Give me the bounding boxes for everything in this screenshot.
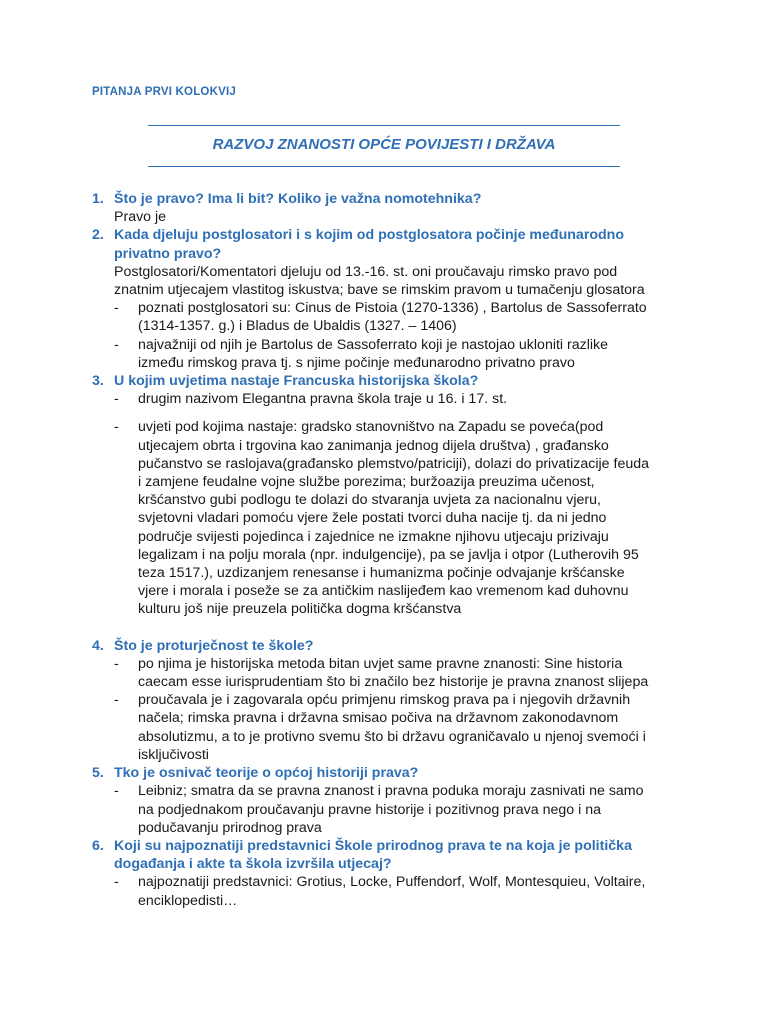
list-item-text: proučavala je i zagovarala opću primjenu rimskog prava pa i njegovih državnih načela; rimska pravna i državna smisao počiva na državnom zakonodavnom absolutizmu, a to je protivno svemu što bi državu ograničavalo u njenoj svemoći i isključivosti bbox=[138, 692, 646, 763]
document-label: PITANJA PRVI KOLOKVIJ bbox=[92, 86, 236, 98]
question-text: Kada djeluju postglosatori i s kojim od postglosatora počinje međunarodno privatno pravo? bbox=[114, 227, 625, 262]
question-number: 6. bbox=[92, 837, 104, 854]
list-item bbox=[92, 390, 652, 408]
question-5 bbox=[92, 764, 652, 782]
answer-text: Postglosatori/Komentatori djeluju od 13.-16. st. oni proučavaju rimsko pravo pod znatnim utjecajem vlastitog iskustva; bave se rimskim pravom u tumačenju glosatora bbox=[114, 263, 645, 299]
question-1 bbox=[92, 190, 652, 208]
question-list bbox=[92, 190, 652, 910]
list-item-text: poznati postglosatori su: Cinus de Pistoia (1270-1336) , Bartolus de Sassoferrato (1314-1357. g.) i Bladus de Ubaldis (1327. – 1406) bbox=[138, 300, 647, 335]
list-item bbox=[92, 655, 652, 691]
question-number: 5. bbox=[92, 765, 104, 782]
question-number: 3. bbox=[92, 373, 104, 390]
bullet-dash: - bbox=[114, 300, 119, 317]
list-item-text: najpoznatiji predstavnici: Grotius, Locke, Puffendorf, Wolf, Montesquieu, Voltaire, enciklopedisti… bbox=[138, 874, 646, 909]
bullet-dash: - bbox=[114, 874, 119, 891]
list-item bbox=[92, 873, 652, 909]
question-text: Što je pravo? Ima li bit? Koliko je važna nomotehnika? bbox=[114, 191, 482, 207]
question-3 bbox=[92, 372, 652, 390]
list-item-text: Leibniz; smatra da se pravna znanost i pravna poduka moraju zasnivati ne samo na podjednakom proučavanju pravne historije i pozitivnog prava nego i na podučavanju prirodnog prava bbox=[138, 783, 644, 836]
list-item bbox=[92, 691, 652, 764]
list-item-text: po njima je historijska metoda bitan uvjet same pravne znanosti: Sine historia caecam esse iurisprudentiam što bi značilo bez historije je pravna znanost slijepa bbox=[138, 655, 649, 691]
list-item bbox=[92, 418, 652, 618]
list-item bbox=[92, 336, 652, 372]
list-item bbox=[92, 299, 652, 335]
bullet-dash: - bbox=[114, 692, 119, 709]
title-rule-bottom bbox=[148, 166, 620, 167]
title-rule-top bbox=[148, 125, 620, 126]
bullet-dash: - bbox=[114, 336, 119, 353]
answer-text: Pravo je bbox=[114, 209, 167, 226]
question-text: U kojim uvjetima nastaje Francuska historijska škola? bbox=[114, 373, 479, 390]
question-number: 4. bbox=[92, 637, 104, 654]
bullet-dash: - bbox=[114, 783, 119, 800]
question-number: 1. bbox=[92, 191, 104, 207]
question-text: Što je proturječnost te škole? bbox=[114, 637, 314, 654]
document-title: RAZVOJ ZNANOSTI OPĆE POVIJESTI I DRŽAVA bbox=[212, 136, 556, 153]
question-2 bbox=[92, 226, 652, 262]
bullet-dash: - bbox=[114, 391, 119, 408]
bullet-dash: - bbox=[114, 419, 119, 436]
question-text: Tko je osnivač teorije o općoj historiji prava? bbox=[114, 765, 419, 782]
question-6 bbox=[92, 837, 652, 873]
question-4 bbox=[92, 637, 652, 655]
list-item-text: drugim nazivom Elegantna pravna škola traje u 16. i 17. st. bbox=[138, 391, 508, 408]
list-item bbox=[92, 782, 652, 837]
question-number: 2. bbox=[92, 227, 104, 244]
list-item-text: uvjeti pod kojima nastaje: gradsko stanovništvo na Zapadu se poveća(pod utjecajem obrta i trgovina kao zanimanja jednog dijela društva) , građansko pučanstvo se raslojava(građansko plemstvo/patriciji), dolazi do privatizacije feuda i zamjene feudalne vojne službe porezima; buržoazija preuzima učenost, kršćanstvo gubi podlogu te dolazi do stvaranja uvjeta za nacionalnu vjeru, svjetovni vladari pomoću vjere žele postati tvorci duha nacije tj. da ni jedno područje svijesti pojedinca i zajednice ne izmakne njihovu utjecaju prizivaju legalizam i na polju morala (npr. indulgencije), pa se javlja i otpor (Lutherovih 95 teza 1517.), uzdizanjem renesanse i humanizma počinje odvajanje kršćanske vjere i morala i poseže se za antičkim naslijeđem kao vremenom kad duhovnu kulturu još nije preuzela politička dogma kršćanstva bbox=[138, 419, 650, 618]
list-item-text: najvažniji od njih je Bartolus de Sassoferrato koji je nastojao ukloniti razlike između rimskog prava tj. s njime počinje međunarodno privatno pravo bbox=[138, 336, 609, 371]
bullet-dash: - bbox=[114, 655, 119, 672]
question-text: Koji su najpoznatiji predstavnici Škole prirodnog prava te na koja je politička događanja i akte ta škola izvršila utjecaj? bbox=[114, 837, 632, 873]
